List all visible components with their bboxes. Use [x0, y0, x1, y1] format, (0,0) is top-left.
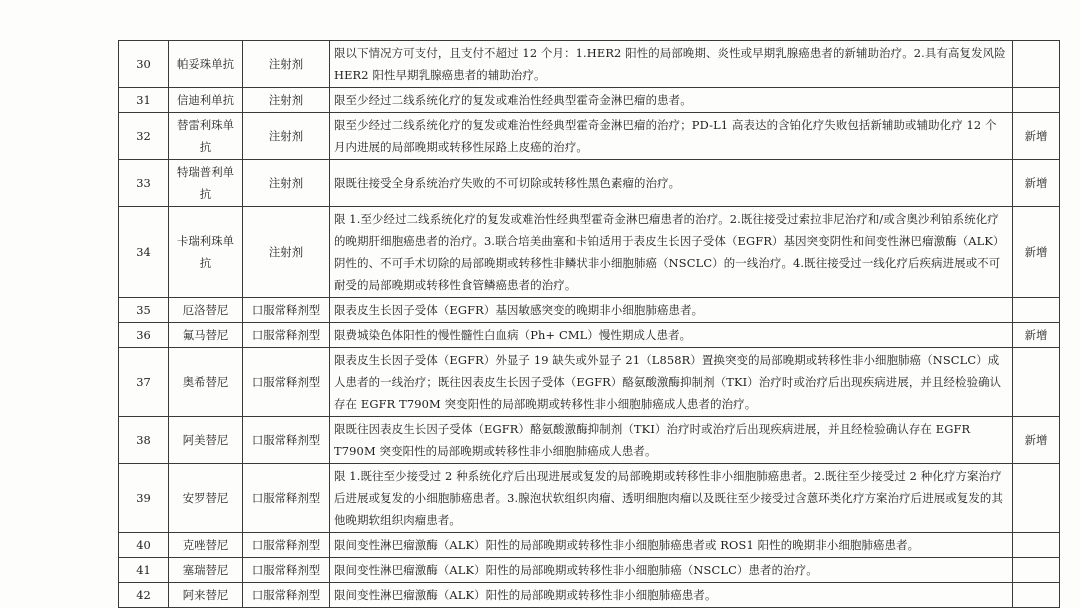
drug-name: 阿美替尼 — [169, 417, 243, 464]
remark: 新增 — [1013, 113, 1060, 160]
dosage-form: 口服常释剂型 — [243, 533, 330, 558]
row-number: 39 — [119, 464, 169, 533]
remark: 新增 — [1013, 160, 1060, 207]
remark: 新增 — [1013, 207, 1060, 298]
reimbursement-scope: 限 1.至少经过二线系统化疗的复发或难治性经典型霍奇金淋巴瘤患者的治疗。2.既往接受过索拉非尼治疗和/或含奥沙利铂系统化疗的晚期肝细胞癌患者的治疗。3.联合培美曲塞和卡铂适用于表皮生长因子受体（EGFR）基因突变阴性和间变性淋巴瘤激酶（ALK）阴性的、不可手术切除的局部晚期或转移性非鳞状非小细胞肺癌（NSCLC）的一线治疗。4.既往接受过一线化疗后疾病进展或不可耐受的局部晚期或转移性食管鳞癌患者的治疗。 — [330, 207, 1013, 298]
reimbursement-scope: 限既往接受全身系统治疗失败的不可切除或转移性黑色素瘤的治疗。 — [330, 160, 1013, 207]
dosage-form: 口服常释剂型 — [243, 558, 330, 583]
drug-name: 阿来替尼 — [169, 583, 243, 608]
reimbursement-scope: 限表皮生长因子受体（EGFR）基因敏感突变的晚期非小细胞肺癌患者。 — [330, 298, 1013, 323]
remark — [1013, 533, 1060, 558]
row-number: 38 — [119, 417, 169, 464]
drug-name: 克唑替尼 — [169, 533, 243, 558]
reimbursement-scope: 限 1.既往至少接受过 2 种系统化疗后出现进展或复发的局部晚期或转移性非小细胞肺癌患者。2.既往至少接受过 2 种化疗方案治疗后进展或复发的小细胞肺癌患者。3.腺泡状软组织肉瘤、透明细胞肉瘤以及既往至少接受过含蒽环类化疗方案治疗后进展或复发的其他晚期软组织肉瘤患者。 — [330, 464, 1013, 533]
reimbursement-scope: 限间变性淋巴瘤激酶（ALK）阳性的局部晚期或转移性非小细胞肺癌患者或 ROS1 阳性的晚期非小细胞肺癌患者。 — [330, 533, 1013, 558]
remark — [1013, 88, 1060, 113]
reimbursement-scope: 限间变性淋巴瘤激酶（ALK）阳性的局部晚期或转移性非小细胞肺癌（NSCLC）患者的治疗。 — [330, 558, 1013, 583]
reimbursement-scope: 限表皮生长因子受体（EGFR）外显子 19 缺失或外显子 21（L858R）置换突变的局部晚期或转移性非小细胞肺癌（NSCLC）成人患者的一线治疗；既往因表皮生长因子受体（EGFR）酪氨酸激酶抑制剂（TKI）治疗时或治疗后出现疾病进展，并且经检验确认存在 EGFR T790M 突变阳性的局部晚期或转移性非小细胞肺癌成人患者的治疗。 — [330, 348, 1013, 417]
dosage-form: 注射剂 — [243, 113, 330, 160]
remark: 新增 — [1013, 323, 1060, 348]
drug-name: 安罗替尼 — [169, 464, 243, 533]
drug-name: 卡瑞利珠单抗 — [169, 207, 243, 298]
remark — [1013, 348, 1060, 417]
reimbursement-scope: 限至少经过二线系统化疗的复发或难治性经典型霍奇金淋巴瘤的患者。 — [330, 88, 1013, 113]
table-row — [119, 464, 1060, 533]
table-row — [119, 160, 1060, 207]
row-number: 31 — [119, 88, 169, 113]
drug-name: 替雷利珠单抗 — [169, 113, 243, 160]
reimbursement-scope: 限费城染色体阳性的慢性髓性白血病（Ph+ CML）慢性期成人患者。 — [330, 323, 1013, 348]
row-number: 34 — [119, 207, 169, 298]
dosage-form: 注射剂 — [243, 88, 330, 113]
table-row — [119, 207, 1060, 298]
dosage-form: 口服常释剂型 — [243, 464, 330, 533]
table-row — [119, 558, 1060, 583]
dosage-form: 注射剂 — [243, 160, 330, 207]
dosage-form: 口服常释剂型 — [243, 417, 330, 464]
remark — [1013, 464, 1060, 533]
table-row — [119, 41, 1060, 88]
table-row — [119, 533, 1060, 558]
row-number: 33 — [119, 160, 169, 207]
drug-name: 帕妥珠单抗 — [169, 41, 243, 88]
drug-name: 塞瑞替尼 — [169, 558, 243, 583]
drug-name: 奥希替尼 — [169, 348, 243, 417]
dosage-form: 口服常释剂型 — [243, 298, 330, 323]
table-body — [119, 41, 1060, 608]
reimbursement-scope: 限以下情况方可支付，且支付不超过 12 个月：1.HER2 阳性的局部晚期、炎性或早期乳腺癌患者的新辅助治疗。2.具有高复发风险 HER2 阳性早期乳腺癌患者的辅助治疗。 — [330, 41, 1013, 88]
drug-name: 氟马替尼 — [169, 323, 243, 348]
row-number: 36 — [119, 323, 169, 348]
dosage-form: 注射剂 — [243, 41, 330, 88]
remark — [1013, 298, 1060, 323]
reimbursement-scope: 限间变性淋巴瘤激酶（ALK）阳性的局部晚期或转移性非小细胞肺癌患者。 — [330, 583, 1013, 608]
remark — [1013, 558, 1060, 583]
row-number: 32 — [119, 113, 169, 160]
drug-name: 信迪利单抗 — [169, 88, 243, 113]
dosage-form: 口服常释剂型 — [243, 323, 330, 348]
drug-name: 特瑞普利单抗 — [169, 160, 243, 207]
table-row — [119, 113, 1060, 160]
row-number: 40 — [119, 533, 169, 558]
row-number: 42 — [119, 583, 169, 608]
reimbursement-scope: 限既往因表皮生长因子受体（EGFR）酪氨酸激酶抑制剂（TKI）治疗时或治疗后出现疾病进展，并且经检验确认存在 EGFR T790M 突变阳性的局部晚期或转移性非小细胞肺癌成人患者。 — [330, 417, 1013, 464]
reimbursement-scope: 限至少经过二线系统化疗的复发或难治性经典型霍奇金淋巴瘤的治疗；PD-L1 高表达的含铂化疗失败包括新辅助或辅助化疗 12 个月内进展的局部晚期或转移性尿路上皮癌的治疗。 — [330, 113, 1013, 160]
table-row — [119, 348, 1060, 417]
drug-reimbursement-table — [118, 40, 1060, 608]
drug-name: 厄洛替尼 — [169, 298, 243, 323]
table-row — [119, 323, 1060, 348]
table-row — [119, 417, 1060, 464]
dosage-form: 注射剂 — [243, 207, 330, 298]
row-number: 35 — [119, 298, 169, 323]
row-number: 41 — [119, 558, 169, 583]
table-row — [119, 88, 1060, 113]
table-row — [119, 298, 1060, 323]
dosage-form: 口服常释剂型 — [243, 583, 330, 608]
row-number: 30 — [119, 41, 169, 88]
remark: 新增 — [1013, 417, 1060, 464]
row-number: 37 — [119, 348, 169, 417]
remark — [1013, 41, 1060, 88]
table-row — [119, 583, 1060, 608]
remark — [1013, 583, 1060, 608]
dosage-form: 口服常释剂型 — [243, 348, 330, 417]
